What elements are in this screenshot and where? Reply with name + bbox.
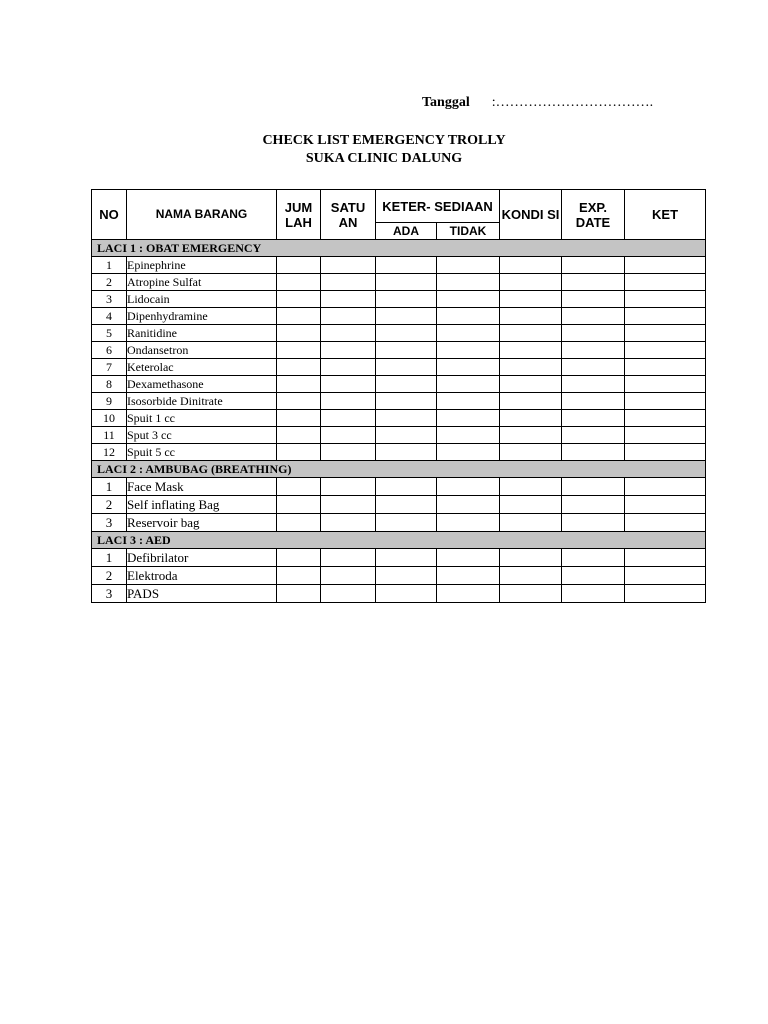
- item-number: 5: [92, 325, 127, 342]
- cell-ket[interactable]: [625, 342, 706, 359]
- col-ada-header: ADA: [376, 223, 437, 240]
- cell-kondisi[interactable]: [500, 478, 562, 496]
- cell-kondisi[interactable]: [500, 549, 562, 567]
- table-row: [92, 496, 706, 514]
- col-satuan-header: SATU AN: [321, 190, 376, 240]
- section-title: LACI 2 : AMBUBAG (BREATHING): [92, 461, 706, 478]
- item-name: Face Mask: [127, 478, 277, 496]
- table-body: [92, 240, 706, 603]
- item-number: 10: [92, 410, 127, 427]
- col-no-header: NO: [92, 190, 127, 240]
- table-row: [92, 444, 706, 461]
- cell-jumlah[interactable]: [277, 359, 321, 376]
- cell-jumlah[interactable]: [277, 291, 321, 308]
- item-name: Elektroda: [127, 567, 277, 585]
- cell-kondisi[interactable]: [500, 496, 562, 514]
- cell-jumlah[interactable]: [277, 478, 321, 496]
- cell-kondisi[interactable]: [500, 567, 562, 585]
- cell-tidak[interactable]: [437, 291, 500, 308]
- date-value: :…………………………….: [491, 95, 654, 110]
- item-number: 7: [92, 359, 127, 376]
- cell-satuan[interactable]: [321, 567, 376, 585]
- cell-exp-date[interactable]: [562, 549, 625, 567]
- cell-tidak[interactable]: [437, 410, 500, 427]
- cell-tidak[interactable]: [437, 393, 500, 410]
- cell-ket[interactable]: [625, 427, 706, 444]
- cell-kondisi[interactable]: [500, 585, 562, 603]
- cell-exp-date[interactable]: [562, 478, 625, 496]
- cell-ada[interactable]: [376, 257, 437, 274]
- item-number: 3: [92, 585, 127, 603]
- item-name: Lidocain: [127, 291, 277, 308]
- table-row: [92, 376, 706, 393]
- item-name: PADS: [127, 585, 277, 603]
- cell-kondisi[interactable]: [500, 274, 562, 291]
- cell-ket[interactable]: [625, 585, 706, 603]
- cell-ada[interactable]: [376, 585, 437, 603]
- cell-exp-date[interactable]: [562, 393, 625, 410]
- cell-tidak[interactable]: [437, 325, 500, 342]
- cell-ada[interactable]: [376, 308, 437, 325]
- cell-kondisi[interactable]: [500, 325, 562, 342]
- section-title: LACI 3 : AED: [92, 532, 706, 549]
- table-row: [92, 359, 706, 376]
- cell-jumlah[interactable]: [277, 342, 321, 359]
- table-row: [92, 274, 706, 291]
- cell-ket[interactable]: [625, 308, 706, 325]
- item-number: 3: [92, 291, 127, 308]
- cell-ada[interactable]: [376, 549, 437, 567]
- cell-ket[interactable]: [625, 410, 706, 427]
- table-row: [92, 257, 706, 274]
- table-row: [92, 478, 706, 496]
- item-number: 6: [92, 342, 127, 359]
- cell-kondisi[interactable]: [500, 410, 562, 427]
- cell-ada[interactable]: [376, 514, 437, 532]
- cell-ket[interactable]: [625, 567, 706, 585]
- cell-kondisi[interactable]: [500, 376, 562, 393]
- col-ket-header: KET: [625, 190, 706, 240]
- table-row: [92, 291, 706, 308]
- cell-ada[interactable]: [376, 567, 437, 585]
- cell-ket[interactable]: [625, 359, 706, 376]
- cell-tidak[interactable]: [437, 308, 500, 325]
- cell-exp-date[interactable]: [562, 291, 625, 308]
- section-row: [92, 532, 706, 549]
- col-kondisi-header: KONDI SI: [500, 190, 562, 240]
- cell-kondisi[interactable]: [500, 308, 562, 325]
- table-row: [92, 393, 706, 410]
- cell-jumlah[interactable]: [277, 376, 321, 393]
- cell-jumlah[interactable]: [277, 567, 321, 585]
- cell-tidak[interactable]: [437, 427, 500, 444]
- item-number: 2: [92, 567, 127, 585]
- cell-tidak[interactable]: [437, 444, 500, 461]
- item-name: Self inflating Bag: [127, 496, 277, 514]
- cell-jumlah[interactable]: [277, 585, 321, 603]
- item-name: Defibrilator: [127, 549, 277, 567]
- section-row: [92, 461, 706, 478]
- cell-tidak[interactable]: [437, 585, 500, 603]
- cell-tidak[interactable]: [437, 342, 500, 359]
- item-number: 1: [92, 257, 127, 274]
- cell-satuan[interactable]: [321, 427, 376, 444]
- cell-ket[interactable]: [625, 325, 706, 342]
- cell-satuan[interactable]: [321, 257, 376, 274]
- cell-jumlah[interactable]: [277, 549, 321, 567]
- cell-tidak[interactable]: [437, 549, 500, 567]
- cell-exp-date[interactable]: [562, 427, 625, 444]
- cell-satuan[interactable]: [321, 549, 376, 567]
- cell-ada[interactable]: [376, 444, 437, 461]
- date-line: [422, 95, 653, 111]
- cell-jumlah[interactable]: [277, 274, 321, 291]
- item-number: 11: [92, 427, 127, 444]
- cell-ada[interactable]: [376, 427, 437, 444]
- item-name: Dexamethasone: [127, 376, 277, 393]
- cell-satuan[interactable]: [321, 393, 376, 410]
- item-name: Keterolac: [127, 359, 277, 376]
- cell-jumlah[interactable]: [277, 410, 321, 427]
- cell-ada[interactable]: [376, 342, 437, 359]
- cell-exp-date[interactable]: [562, 376, 625, 393]
- cell-kondisi[interactable]: [500, 514, 562, 532]
- cell-satuan[interactable]: [321, 514, 376, 532]
- cell-jumlah[interactable]: [277, 393, 321, 410]
- col-ketersediaan-header: KETER- SEDIAAN: [376, 190, 500, 223]
- item-number: 4: [92, 308, 127, 325]
- table-row: [92, 567, 706, 585]
- cell-ada[interactable]: [376, 376, 437, 393]
- cell-kondisi[interactable]: [500, 427, 562, 444]
- item-name: Sput 3 cc: [127, 427, 277, 444]
- cell-ket[interactable]: [625, 274, 706, 291]
- cell-ket[interactable]: [625, 514, 706, 532]
- cell-ket[interactable]: [625, 496, 706, 514]
- cell-jumlah[interactable]: [277, 325, 321, 342]
- cell-jumlah[interactable]: [277, 427, 321, 444]
- item-number: 2: [92, 274, 127, 291]
- cell-jumlah[interactable]: [277, 496, 321, 514]
- cell-kondisi[interactable]: [500, 393, 562, 410]
- date-label: Tanggal: [422, 95, 470, 110]
- cell-satuan[interactable]: [321, 359, 376, 376]
- cell-tidak[interactable]: [437, 376, 500, 393]
- table-row: [92, 308, 706, 325]
- table-row: [92, 427, 706, 444]
- item-name: Spuit 1 cc: [127, 410, 277, 427]
- cell-jumlah[interactable]: [277, 444, 321, 461]
- cell-jumlah[interactable]: [277, 257, 321, 274]
- item-number: 1: [92, 549, 127, 567]
- cell-satuan[interactable]: [321, 342, 376, 359]
- cell-ket[interactable]: [625, 444, 706, 461]
- cell-ket[interactable]: [625, 549, 706, 567]
- item-name: Dipenhydramine: [127, 308, 277, 325]
- cell-ket[interactable]: [625, 478, 706, 496]
- item-name: Reservoir bag: [127, 514, 277, 532]
- cell-exp-date[interactable]: [562, 444, 625, 461]
- cell-jumlah[interactable]: [277, 308, 321, 325]
- table-row: [92, 514, 706, 532]
- table-row: [92, 410, 706, 427]
- cell-satuan[interactable]: [321, 274, 376, 291]
- cell-ada[interactable]: [376, 496, 437, 514]
- cell-ada[interactable]: [376, 274, 437, 291]
- cell-satuan[interactable]: [321, 325, 376, 342]
- cell-exp-date[interactable]: [562, 496, 625, 514]
- section-title: LACI 1 : OBAT EMERGENCY: [92, 240, 706, 257]
- cell-exp-date[interactable]: [562, 410, 625, 427]
- item-number: 12: [92, 444, 127, 461]
- col-jumlah-header: JUM LAH: [277, 190, 321, 240]
- cell-tidak[interactable]: [437, 514, 500, 532]
- cell-jumlah[interactable]: [277, 514, 321, 532]
- cell-satuan[interactable]: [321, 410, 376, 427]
- cell-ada[interactable]: [376, 359, 437, 376]
- cell-ket[interactable]: [625, 393, 706, 410]
- table-row: [92, 325, 706, 342]
- cell-exp-date[interactable]: [562, 308, 625, 325]
- item-number: 3: [92, 514, 127, 532]
- cell-tidak[interactable]: [437, 478, 500, 496]
- cell-ada[interactable]: [376, 410, 437, 427]
- cell-tidak[interactable]: [437, 359, 500, 376]
- cell-satuan[interactable]: [321, 376, 376, 393]
- table-row: [92, 549, 706, 567]
- cell-exp-date[interactable]: [562, 514, 625, 532]
- cell-kondisi[interactable]: [500, 342, 562, 359]
- cell-exp-date[interactable]: [562, 359, 625, 376]
- cell-ket[interactable]: [625, 376, 706, 393]
- section-row: [92, 240, 706, 257]
- cell-satuan[interactable]: [321, 496, 376, 514]
- col-tidak-header: TIDAK: [437, 223, 500, 240]
- document-subtitle: SUKA CLINIC DALUNG: [305, 151, 463, 166]
- item-number: 1: [92, 478, 127, 496]
- checklist-table: [91, 189, 706, 603]
- cell-tidak[interactable]: [437, 567, 500, 585]
- cell-satuan[interactable]: [321, 308, 376, 325]
- cell-kondisi[interactable]: [500, 359, 562, 376]
- cell-exp-date[interactable]: [562, 325, 625, 342]
- cell-tidak[interactable]: [437, 257, 500, 274]
- cell-ada[interactable]: [376, 478, 437, 496]
- cell-ada[interactable]: [376, 291, 437, 308]
- cell-kondisi[interactable]: [500, 291, 562, 308]
- cell-satuan[interactable]: [321, 444, 376, 461]
- item-name: Atropine Sulfat: [127, 274, 277, 291]
- table-row: [92, 585, 706, 603]
- cell-satuan[interactable]: [321, 478, 376, 496]
- cell-ket[interactable]: [625, 257, 706, 274]
- cell-exp-date[interactable]: [562, 585, 625, 603]
- cell-ket[interactable]: [625, 291, 706, 308]
- cell-ada[interactable]: [376, 325, 437, 342]
- col-nama-barang-header: NAMA BARANG: [127, 190, 277, 240]
- cell-tidak[interactable]: [437, 496, 500, 514]
- col-exp-date-header: EXP. DATE: [562, 190, 625, 240]
- cell-satuan[interactable]: [321, 291, 376, 308]
- cell-satuan[interactable]: [321, 585, 376, 603]
- cell-exp-date[interactable]: [562, 567, 625, 585]
- cell-kondisi[interactable]: [500, 444, 562, 461]
- cell-kondisi[interactable]: [500, 257, 562, 274]
- document-title: CHECK LIST EMERGENCY TROLLY: [262, 133, 506, 148]
- item-name: Ondansetron: [127, 342, 277, 359]
- cell-exp-date[interactable]: [562, 274, 625, 291]
- cell-exp-date[interactable]: [562, 257, 625, 274]
- cell-ada[interactable]: [376, 393, 437, 410]
- item-name: Spuit 5 cc: [127, 444, 277, 461]
- item-name: Ranitidine: [127, 325, 277, 342]
- table-row: [92, 342, 706, 359]
- item-name: Isosorbide Dinitrate: [127, 393, 277, 410]
- item-number: 2: [92, 496, 127, 514]
- cell-exp-date[interactable]: [562, 342, 625, 359]
- item-name: Epinephrine: [127, 257, 277, 274]
- cell-tidak[interactable]: [437, 274, 500, 291]
- item-number: 9: [92, 393, 127, 410]
- item-number: 8: [92, 376, 127, 393]
